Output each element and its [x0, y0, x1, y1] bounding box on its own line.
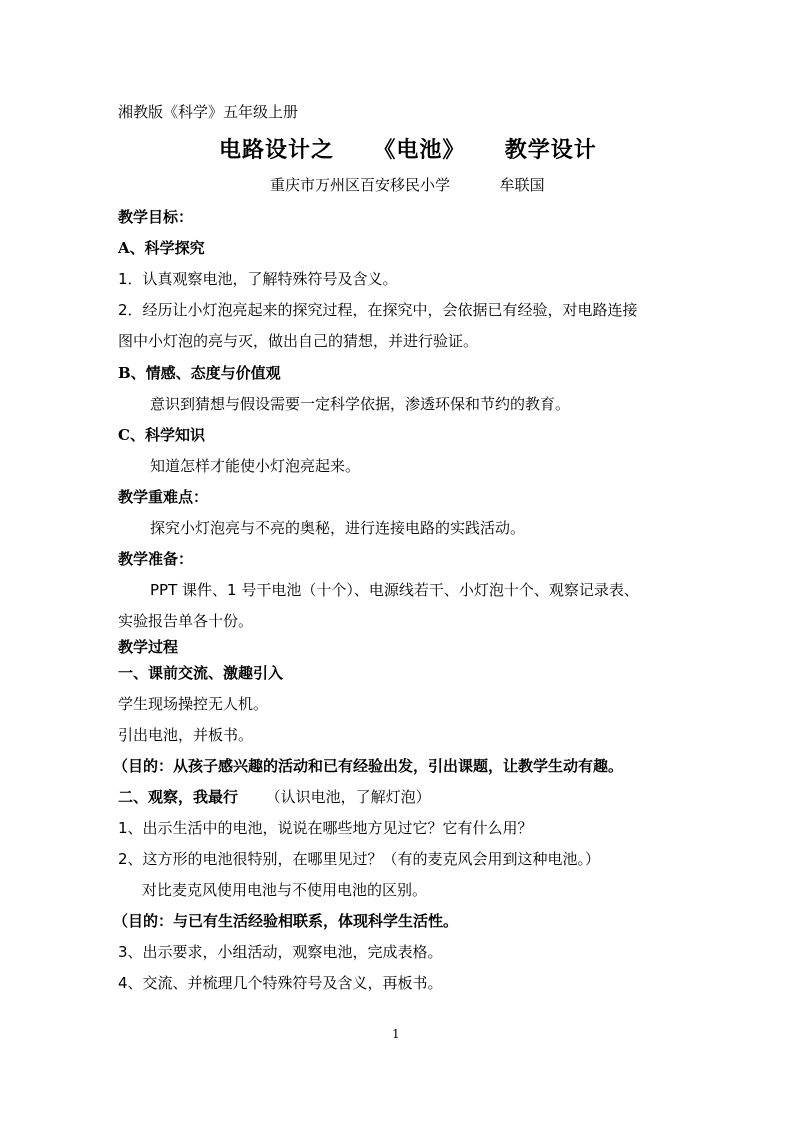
step-1-purpose: （目的：从孩子感兴趣的活动和已有经验出发，引出课题，让教学生动有趣。	[113, 757, 624, 775]
title-part-1: 电路设计之	[219, 137, 335, 163]
section-a-heading: A、科学探究	[118, 239, 205, 257]
section-a-item-1: 1．认真观察电池，了解特殊符号及含义。	[118, 270, 398, 288]
author-line	[270, 175, 545, 195]
step-2-item-2: 2、这方形的电池很特别，在哪里见过？（有的麦克风会用到这种电池。）	[118, 850, 601, 868]
section-c-heading: C、科学知识	[118, 426, 205, 444]
document-title	[219, 136, 597, 164]
step-2-item-1: 1、出示生活中的电池，说说在哪些地方见过它？它有什么用？	[118, 819, 533, 837]
objectives-heading: 教学目标：	[118, 208, 194, 226]
prep-heading: 教学准备：	[118, 550, 194, 568]
step-1-line-2: 引出电池，并板书。	[118, 726, 254, 744]
header-line: 湘教版《科学》五年级上册	[118, 103, 299, 121]
process-heading: 教学过程	[118, 638, 179, 656]
step-2-item-3: 3、出示要求，小组活动，观察电池，完成表格。	[118, 943, 443, 961]
prep-line-1: PPT 课件、1 号干电池（十个）、电源线若干、小灯泡十个、观察记录表、	[150, 581, 639, 599]
step-1-heading: 一、课前交流、激趣引入	[118, 664, 284, 682]
step-1-line-1: 学生现场操控无人机。	[118, 695, 269, 713]
section-a-item-2-line-2: 图中小灯泡的亮与灭，做出自己的猜想，并进行验证。	[118, 332, 479, 350]
step-2-heading-title: 二、观察，我最行	[118, 788, 239, 806]
prep-line-2: 实验报告单各十份。	[118, 612, 254, 630]
author-school: 重庆市万州区百安移民小学	[270, 176, 451, 194]
author-name: 牟联国	[499, 176, 545, 194]
step-2-heading-note: （认识电池，了解灯泡）	[265, 788, 431, 806]
section-a-item-2-line-1: 2．经历让小灯泡亮起来的探究过程，在探究中，会依据已有经验，对电路连接	[118, 301, 638, 319]
title-part-2: 《电池》	[373, 137, 466, 163]
step-2-heading	[118, 787, 431, 807]
section-b-text: 意识到猜想与假设需要一定科学依据，渗透环保和节约的教育。	[150, 395, 571, 413]
section-c-text: 知道怎样才能使小灯泡亮起来。	[150, 457, 361, 475]
title-part-3: 教学设计	[504, 137, 597, 163]
step-2-item-2-sub: 对比麦克风使用电池与不使用电池的区别。	[142, 881, 428, 899]
step-2-purpose: （目的：与已有生活经验相联系，体现科学生活性。	[113, 912, 459, 930]
keypoints-text: 探究小灯泡亮与不亮的奥秘，进行连接电路的实践活动。	[150, 519, 526, 537]
step-2-item-4: 4、交流、并梳理几个特殊符号及含义，再板书。	[118, 974, 443, 992]
keypoints-heading: 教学重难点：	[118, 488, 209, 506]
page-number: 1	[392, 1027, 400, 1041]
section-b-heading: B、情感、态度与价值观	[118, 364, 281, 382]
